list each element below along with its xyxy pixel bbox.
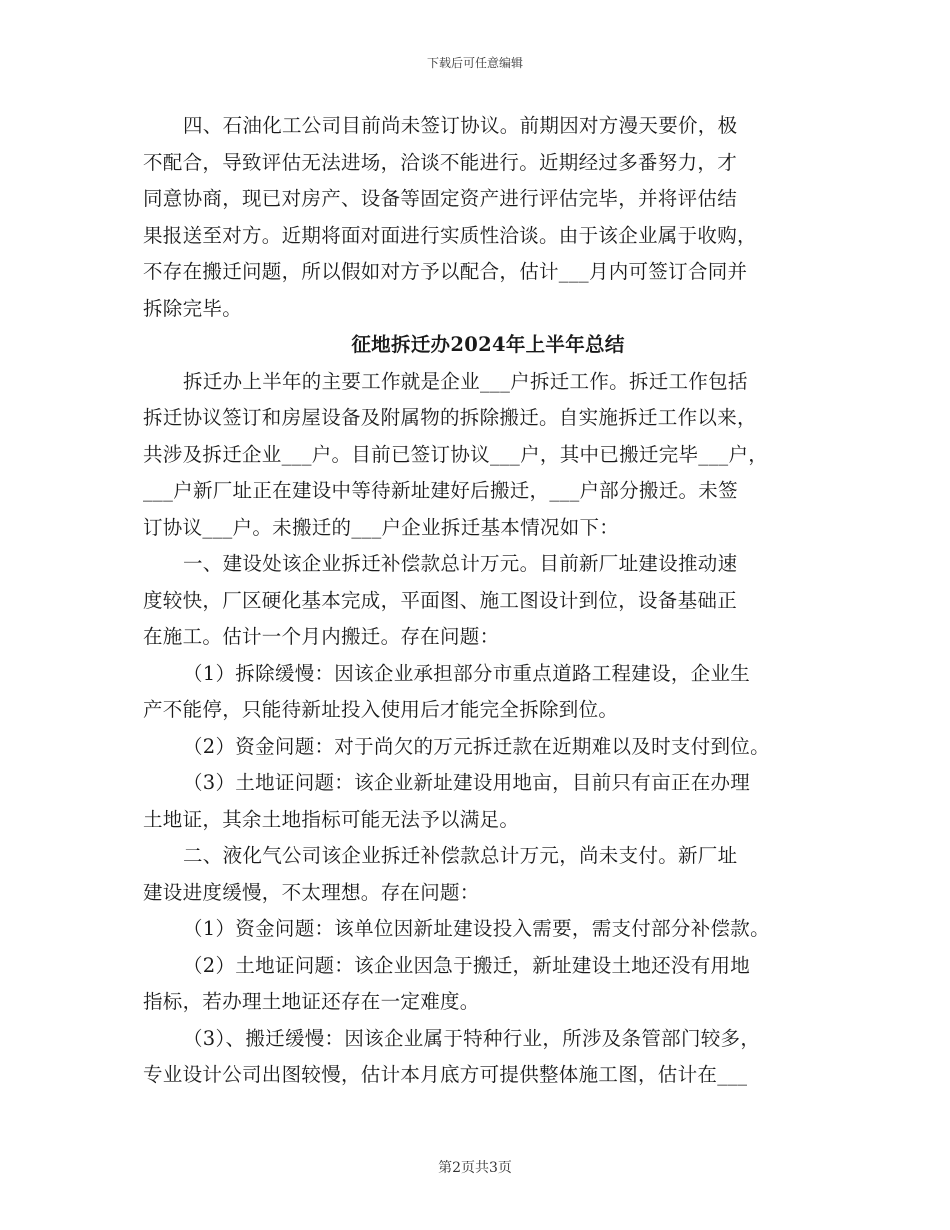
paragraph-line: 不配合，导致评估无法进场，洽谈不能进行。近期经过多番努力，才 [143,150,738,174]
paragraph-line: 建设进度缓慢，不太理想。存在问题： [143,880,480,904]
paragraph-line: （3）、搬迁缓慢：因该企业属于特种行业，所涉及条管部门较多， [183,1026,761,1050]
header-note: 下载后可任意编辑 [426,56,523,70]
paragraph-line: 同意协商，现已对房产、设备等固定资产进行评估完毕，并将评估结 [143,187,738,210]
paragraph-line: 拆迁办上半年的主要工作就是企业___户拆迁工作。拆迁工作包括 [183,369,748,393]
paragraph-line: （1）拆除缓慢：因该企业承担部分市重点道路工程建设，企业生 [183,661,751,685]
paragraph-line: 专业设计公司出图较慢，估计本月底方可提供整体施工图，估计在___ [143,1063,748,1086]
paragraph-line: 一、建设处该企业拆迁补偿款总计万元。目前新厂址建设推动速 [183,552,738,575]
paragraph-line: 二、液化气公司该企业拆迁补偿款总计万元，尚未支付。新厂址 [183,844,738,867]
paragraph-line: 不存在搬迁问题，所以假如对方予以配合，估计___月内可签订合同并 [143,260,748,283]
paragraph-line: 订协议___户。未搬迁的___户企业拆迁基本情况如下： [143,515,620,539]
paragraph-line: 度较快，厂区硬化基本完成，平面图、施工图设计到位，设备基础正 [143,588,738,612]
document-body [143,108,823,1094]
paragraph-line: 拆除完毕。 [143,296,243,320]
paragraph-line: 拆迁协议签订和房屋设备及附属物的拆除搬迁。自实施拆迁工作以来， [143,406,757,429]
paragraph-line: 土地证，其余土地指标可能无法予以满足。 [143,807,520,831]
page-number: 第2页共3页 [438,1160,512,1176]
paragraph-line: （1）资金问题：该单位因新址建设投入需要，需支付部分补偿款。 [183,917,770,940]
paragraph-line: ___户新厂址正在建设中等待新址建好后搬迁，___户部分搬迁。未签 [143,479,738,502]
paragraph-line: （3）土地证问题：该企业新址建设用地亩，目前只有亩正在办理 [183,771,751,794]
paragraph-line: 指标，若办理土地证还存在一定难度。 [143,990,480,1013]
paragraph-line: （2）土地证问题：该企业因急于搬迁，新址建设土地还没有用地 [183,953,751,977]
section-title: 征地拆迁办2024年上半年总结 [351,333,625,356]
paragraph-line: 果报送至对方。近期将面对面进行实质性洽谈。由于该企业属于收购， [143,223,757,247]
paragraph-line: 四、石油化工公司目前尚未签订协议。前期因对方漫天要价，极 [183,114,738,137]
paragraph-line: 共涉及拆迁企业___户。目前已签订协议___户，其中已搬迁完毕___户， [143,442,769,466]
paragraph-line: 产不能停，只能待新址投入使用后才能完全拆除到位。 [143,698,619,721]
paragraph-line: （2）资金问题：对于尚欠的万元拆迁款在近期难以及时支付到位。 [183,734,770,758]
paragraph-line: 在施工。估计一个月内搬迁。存在问题： [143,625,500,648]
